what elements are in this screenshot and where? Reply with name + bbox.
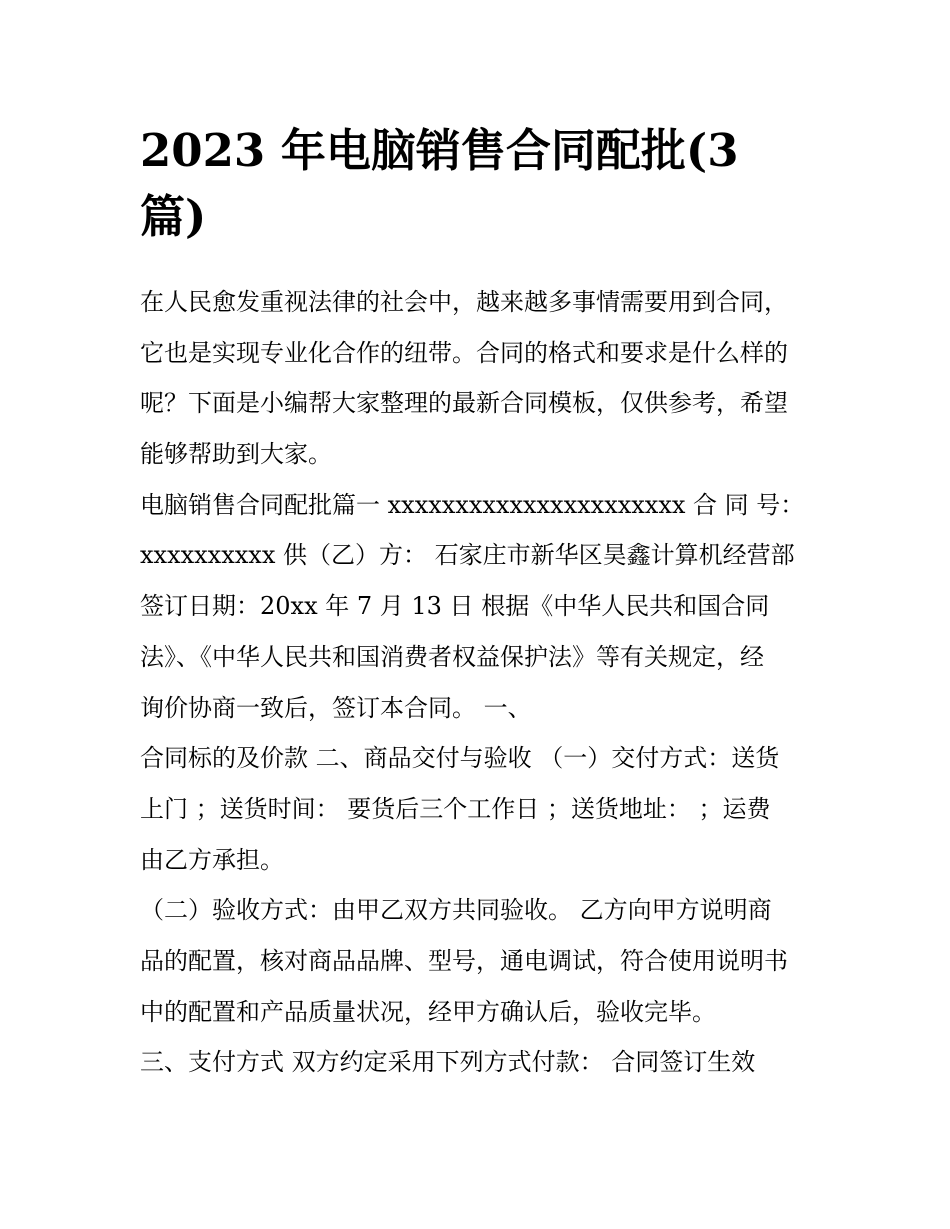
body-line: 由乙方承担。 xyxy=(140,845,284,874)
body-line: 中的配置和产品质量状况，经甲方确认后，验收完毕。 xyxy=(140,997,716,1026)
body-line: 三、支付方式 双方约定采用下列方式付款： 合同签订生效 xyxy=(140,1048,756,1077)
document-title xyxy=(140,118,780,250)
body-line: 合同标的及价款 二、商品交付与验收 （一）交付方式：送货 xyxy=(140,744,780,773)
body-line: 在人民愈发重视法律的社会中，越来越多事情需要用到合同， xyxy=(140,288,788,316)
body-line: 签订日期：20xx 年 7 月 13 日 根据《中华人民共和国合同 xyxy=(140,592,770,621)
body-line: 法》、《中华人民共和国消费者权益保护法》等有关规定，经 xyxy=(140,642,764,671)
document-body xyxy=(140,277,830,1088)
body-line: （二）验收方式：由甲乙双方共同验收。 乙方向甲方说明商 xyxy=(140,896,772,925)
body-line: 它也是实现专业化合作的纽带。合同的格式和要求是什么样的 xyxy=(140,338,788,367)
body-line: 品的配置，核对商品品牌、型号，通电调试，符合使用说明书 xyxy=(140,946,788,975)
body-line: 呢？下面是小编帮大家整理的最新合同模板，仅供参考，希望 xyxy=(140,389,788,418)
title-line: 篇) xyxy=(140,190,207,243)
body-line: 电脑销售合同配批篇一 xxxxxxxxxxxxxxxxxxxxxx 合 同 号： xyxy=(140,490,805,519)
body-line: 能够帮助到大家。 xyxy=(140,440,332,469)
body-line: 询价协商一致后，签订本合同。 一、 xyxy=(140,693,532,722)
body-line: 上门 ；送货时间： 要货后三个工作日 ；送货地址： ；运费 xyxy=(140,794,771,823)
body-line: xxxxxxxxxx 供（乙）方： 石家庄市新华区昊鑫计算机经营部 xyxy=(140,541,795,570)
title-line: 2023 年电脑销售合同配批(3 xyxy=(140,124,739,177)
